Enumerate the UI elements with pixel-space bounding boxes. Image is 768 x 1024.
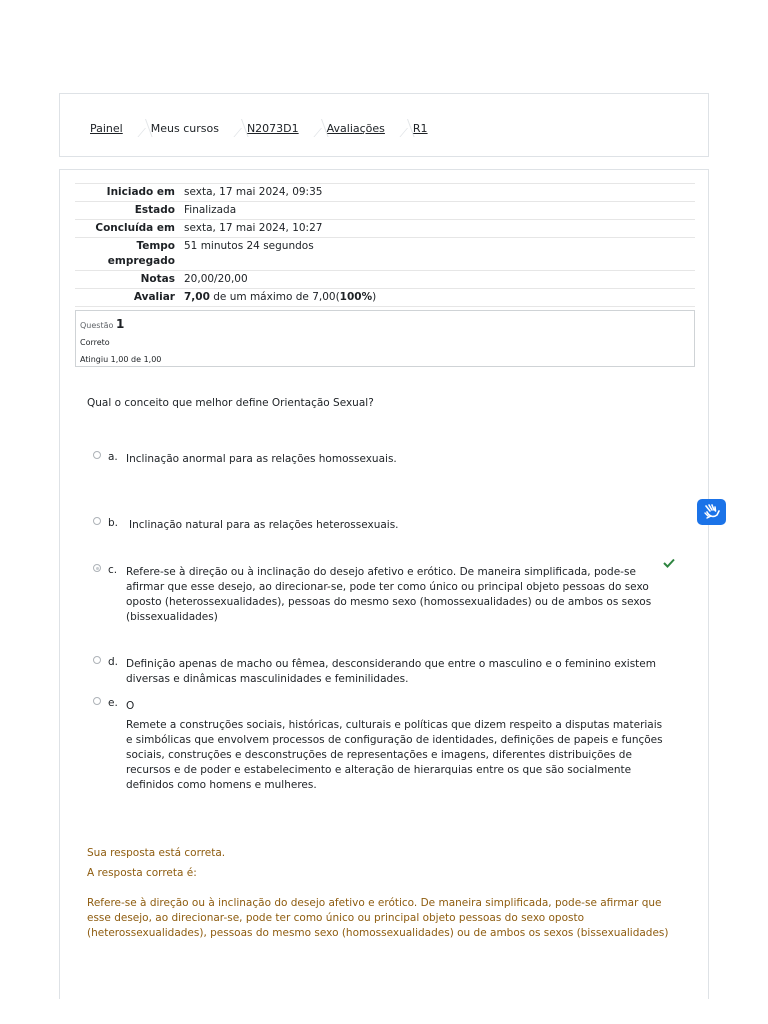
check-icon bbox=[663, 558, 675, 568]
breadcrumb-r1[interactable]: R1 bbox=[412, 121, 428, 135]
feedback-answer-label: A resposta correta é: bbox=[87, 867, 197, 879]
radio-option-d[interactable] bbox=[93, 656, 101, 664]
grade-score: 7,00 bbox=[184, 291, 210, 303]
summary-row-time-taken: Tempo empregado 51 minutos 24 segundos bbox=[75, 237, 695, 270]
radio-option-e[interactable] bbox=[93, 697, 101, 705]
attempt-summary-table bbox=[75, 183, 695, 307]
summary-row-state: Estado Finalizada bbox=[75, 201, 695, 219]
breadcrumb-separator bbox=[309, 118, 317, 138]
summary-row-marks: Notas 20,00/20,00 bbox=[75, 270, 695, 288]
breadcrumb-separator bbox=[395, 118, 403, 138]
sign-language-icon bbox=[703, 504, 721, 520]
question-label: Questão bbox=[80, 321, 114, 330]
breadcrumb-painel[interactable]: Painel bbox=[90, 121, 123, 135]
accessibility-widget-button[interactable] bbox=[697, 499, 726, 525]
option-e-text: Remete a construções sociais, históricas, culturais e políticas que dizem respeito a disputas materiais e simbólicas que envolvem processos de configuração de identidades, definições de papeis e funções sociais, construções e desconstruções de representações e imagens, diferentes distribuições de recursos e de poder e estabelecimento e alteração de hierarquias entre os que são socialmente definidos como homens e mulheres. bbox=[126, 719, 663, 791]
question-status: Correto bbox=[80, 338, 110, 347]
question-number: 1 bbox=[115, 317, 125, 331]
breadcrumb bbox=[90, 118, 428, 138]
breadcrumb-meus-cursos: Meus cursos bbox=[150, 121, 219, 135]
summary-row-grade: Avaliar 7,00 de um máximo de 7,00(100%) bbox=[75, 288, 695, 307]
feedback-correct-message: Sua resposta está correta. bbox=[87, 847, 226, 859]
feedback-answer-text: Refere-se à direção ou à inclinação do desejo afetivo e erótico. De maneira simplificada, pode-se afirmar que esse desejo, ao direcionar-se, pode ter como único ou principal objeto pessoas do sexo oposto (heterossexualidades), pessoas do mesmo sexo (homossexualidades) ou de ambos os sexos (bissexualidades) bbox=[87, 897, 669, 939]
option-b-text: Inclinação natural para as relações heterossexuais. bbox=[129, 519, 399, 531]
breadcrumb-separator bbox=[133, 118, 141, 138]
question-mark: Atingiu 1,00 de 1,00 bbox=[80, 355, 162, 364]
breadcrumb-avaliacoes[interactable]: Avaliações bbox=[326, 121, 385, 135]
option-d-text: Definição apenas de macho ou fêmea, desconsiderando que entre o masculino e o feminino existem diversas e dinâmicas masculinidades e feminilidades. bbox=[126, 658, 656, 685]
radio-option-b[interactable] bbox=[93, 517, 101, 525]
radio-option-c[interactable] bbox=[93, 564, 101, 572]
breadcrumb-course[interactable]: N2073D1 bbox=[246, 121, 299, 135]
grade-percent: 100% bbox=[339, 291, 373, 303]
option-a-text: Inclinação anormal para as relações homossexuais. bbox=[126, 453, 397, 465]
summary-row-completed: Concluída em sexta, 17 mai 2024, 10:27 bbox=[75, 219, 695, 237]
radio-option-a[interactable] bbox=[93, 451, 101, 459]
option-c-text: Refere-se à direção ou à inclinação do desejo afetivo e erótico. De maneira simplificada, pode-se afirmar que esse desejo, ao direcionar-se, pode ter como único ou principal objeto pessoas do sexo oposto (heterossexualidades), pessoas do mesmo sexo (homossexualidades) ou de ambos os sexos (bissexualidades) bbox=[126, 566, 652, 623]
question-info-box bbox=[75, 310, 695, 367]
summary-row-started: Iniciado em sexta, 17 mai 2024, 09:35 bbox=[75, 183, 695, 201]
question-text: Qual o conceito que melhor define Orientação Sexual? bbox=[87, 397, 374, 409]
option-e-prefix: O bbox=[126, 700, 135, 712]
breadcrumb-separator bbox=[229, 118, 237, 138]
